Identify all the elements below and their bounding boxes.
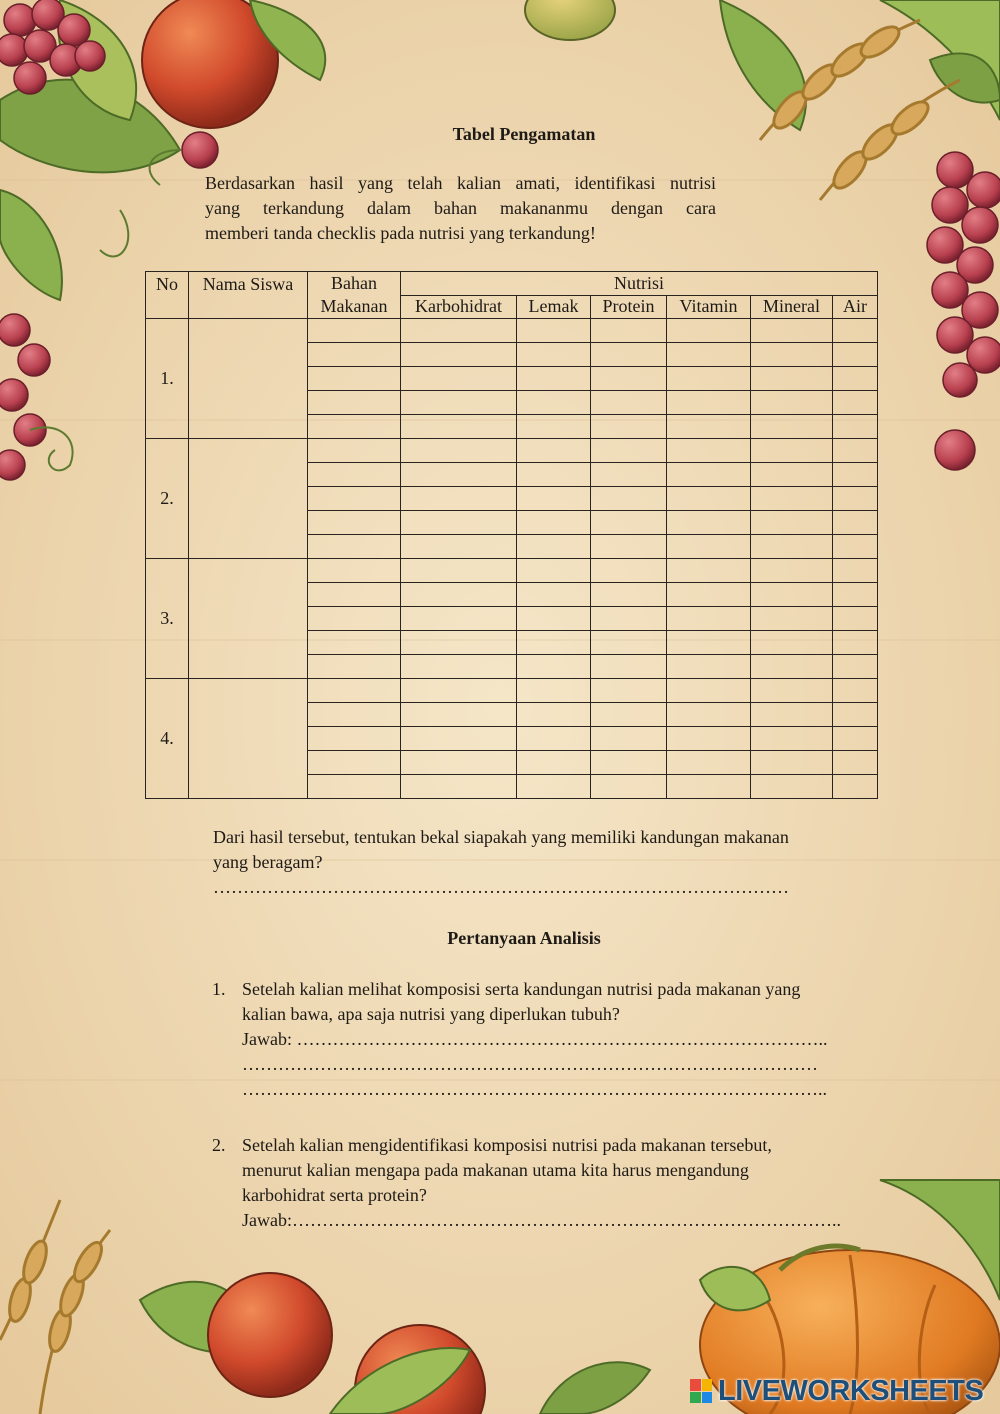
question-line: Setelah kalian mengidentifikasi komposisi nutrisi pada makanan tersebut,	[242, 1135, 772, 1155]
nutrient-check-cell[interactable]	[833, 727, 878, 751]
nutrient-check-cell[interactable]	[517, 487, 591, 511]
nutrient-check-cell[interactable]	[751, 607, 833, 631]
nutrient-check-cell[interactable]	[667, 439, 751, 463]
question-number: 2.	[212, 1135, 226, 1155]
nutrient-check-cell[interactable]	[401, 655, 517, 679]
nutrient-check-cell[interactable]	[667, 463, 751, 487]
nutrient-check-cell[interactable]	[591, 535, 667, 559]
nutrient-check-cell[interactable]	[401, 607, 517, 631]
nutrient-check-cell[interactable]	[833, 319, 878, 343]
nutrient-check-cell[interactable]	[591, 679, 667, 703]
nutrient-check-cell[interactable]	[667, 703, 751, 727]
logo-square	[702, 1379, 713, 1391]
question-line: menurut kalian mengapa pada makanan utama kita harus mengandung	[242, 1160, 749, 1180]
nutrient-check-cell[interactable]	[751, 535, 833, 559]
student-name-cell[interactable]	[189, 559, 308, 679]
nutrient-check-cell[interactable]	[833, 607, 878, 631]
food-cell[interactable]	[308, 535, 401, 559]
nutrient-check-cell[interactable]	[667, 343, 751, 367]
nutrient-check-cell[interactable]	[751, 655, 833, 679]
nutrient-check-cell[interactable]	[667, 775, 751, 799]
answer-line[interactable]: Jawab:………………………………………………………………………………..	[242, 1210, 841, 1230]
question-line: Setelah kalian melihat komposisi serta kandungan nutrisi pada makanan yang	[242, 979, 801, 999]
nutrient-check-cell[interactable]	[833, 391, 878, 415]
nutrient-check-cell[interactable]	[517, 655, 591, 679]
nutrient-check-cell[interactable]	[591, 631, 667, 655]
summary-question-line: yang beragam?	[213, 852, 323, 872]
food-cell[interactable]	[308, 703, 401, 727]
nutrient-check-cell[interactable]	[667, 319, 751, 343]
header-no: No	[146, 272, 189, 319]
nutrient-check-cell[interactable]	[401, 487, 517, 511]
nutrient-check-cell[interactable]	[833, 511, 878, 535]
header-student-name: Nama Siswa	[189, 272, 308, 319]
observation-table	[145, 271, 878, 799]
header-nutrient: Vitamin	[667, 295, 751, 319]
nutrient-check-cell[interactable]	[667, 367, 751, 391]
nutrient-check-cell[interactable]	[667, 727, 751, 751]
nutrient-check-cell[interactable]	[517, 439, 591, 463]
nutrient-check-cell[interactable]	[591, 487, 667, 511]
nutrient-check-cell[interactable]	[751, 583, 833, 607]
nutrient-check-cell[interactable]	[833, 775, 878, 799]
nutrient-check-cell[interactable]	[833, 367, 878, 391]
header-nutrient: Karbohidrat	[401, 295, 517, 319]
nutrient-check-cell[interactable]	[401, 535, 517, 559]
nutrient-check-cell[interactable]	[401, 727, 517, 751]
row-number: 4.	[146, 679, 189, 799]
food-cell[interactable]	[308, 391, 401, 415]
food-cell[interactable]	[308, 655, 401, 679]
table-row	[146, 319, 878, 343]
nutrient-check-cell[interactable]	[667, 391, 751, 415]
row-number: 2.	[146, 439, 189, 559]
food-cell[interactable]	[308, 607, 401, 631]
nutrient-check-cell[interactable]	[751, 727, 833, 751]
nutrient-check-cell[interactable]	[401, 703, 517, 727]
answer-line[interactable]: ……………………………………………………………………………………..	[242, 1079, 827, 1099]
nutrient-check-cell[interactable]	[751, 511, 833, 535]
nutrient-check-cell[interactable]	[401, 583, 517, 607]
food-cell[interactable]	[308, 319, 401, 343]
liveworksheets-logo-icon	[690, 1379, 712, 1403]
nutrient-check-cell[interactable]	[591, 655, 667, 679]
nutrient-check-cell[interactable]	[667, 583, 751, 607]
nutrient-check-cell[interactable]	[591, 607, 667, 631]
instruction-line: yang terkandung dalam bahan makananmu dengan cara	[205, 198, 716, 218]
nutrient-check-cell[interactable]	[517, 679, 591, 703]
nutrient-check-cell[interactable]	[591, 775, 667, 799]
logo-square	[702, 1392, 713, 1404]
nutrient-check-cell[interactable]	[401, 631, 517, 655]
nutrient-check-cell[interactable]	[833, 751, 878, 775]
nutrient-check-cell[interactable]	[833, 559, 878, 583]
header-nutrient: Lemak	[517, 295, 591, 319]
table-row	[146, 559, 878, 583]
header-nutrient: Mineral	[751, 295, 833, 319]
nutrient-check-cell[interactable]	[517, 367, 591, 391]
nutrient-check-cell[interactable]	[401, 319, 517, 343]
nutrient-check-cell[interactable]	[401, 343, 517, 367]
nutrient-check-cell[interactable]	[591, 703, 667, 727]
student-name-cell[interactable]	[189, 319, 308, 439]
nutrient-check-cell[interactable]	[667, 511, 751, 535]
nutrient-check-cell[interactable]	[517, 751, 591, 775]
nutrient-check-cell[interactable]	[517, 319, 591, 343]
nutrient-check-cell[interactable]	[751, 775, 833, 799]
nutrient-check-cell[interactable]	[591, 319, 667, 343]
nutrient-check-cell[interactable]	[517, 463, 591, 487]
nutrient-check-cell[interactable]	[833, 463, 878, 487]
nutrient-check-cell[interactable]	[517, 559, 591, 583]
nutrient-check-cell[interactable]	[401, 751, 517, 775]
nutrient-check-cell[interactable]	[517, 343, 591, 367]
nutrient-check-cell[interactable]	[667, 607, 751, 631]
header-food-line: Makanan	[320, 296, 388, 316]
nutrient-check-cell[interactable]	[591, 583, 667, 607]
nutrient-check-cell[interactable]	[591, 751, 667, 775]
nutrient-check-cell[interactable]	[667, 487, 751, 511]
food-cell[interactable]	[308, 367, 401, 391]
question-line: kalian bawa, apa saja nutrisi yang diperlukan tubuh?	[242, 1004, 620, 1024]
header-nutrition: Nutrisi	[401, 272, 878, 296]
answer-line[interactable]: ……………………………………………………………………………………	[213, 877, 789, 897]
table-row	[146, 439, 878, 463]
row-number: 1.	[146, 319, 189, 439]
liveworksheets-logo	[690, 1376, 983, 1406]
food-cell[interactable]	[308, 751, 401, 775]
nutrient-check-cell[interactable]	[591, 415, 667, 439]
instruction-line: memberi tanda checklis pada nutrisi yang terkandung!	[205, 223, 596, 243]
nutrient-check-cell[interactable]	[751, 439, 833, 463]
nutrient-check-cell[interactable]	[667, 679, 751, 703]
header-food-line: Bahan	[331, 273, 377, 293]
nutrient-check-cell[interactable]	[833, 439, 878, 463]
nutrient-check-cell[interactable]	[517, 583, 591, 607]
nutrient-check-cell[interactable]	[833, 415, 878, 439]
nutrient-check-cell[interactable]	[833, 703, 878, 727]
nutrient-check-cell[interactable]	[751, 703, 833, 727]
instructions	[205, 171, 716, 246]
nutrient-check-cell[interactable]	[401, 559, 517, 583]
nutrient-check-cell[interactable]	[591, 391, 667, 415]
nutrient-check-cell[interactable]	[517, 631, 591, 655]
nutrient-check-cell[interactable]	[667, 655, 751, 679]
question-number: 1.	[212, 979, 226, 999]
logo-square	[690, 1392, 701, 1404]
row-number: 3.	[146, 559, 189, 679]
nutrient-check-cell[interactable]	[751, 343, 833, 367]
header-nutrient: Air	[833, 295, 878, 319]
food-cell[interactable]	[308, 439, 401, 463]
student-name-cell[interactable]	[189, 679, 308, 799]
nutrient-check-cell[interactable]	[591, 439, 667, 463]
question-line: karbohidrat serta protein?	[242, 1185, 427, 1205]
nutrient-check-cell[interactable]	[517, 703, 591, 727]
food-cell[interactable]	[308, 463, 401, 487]
nutrient-check-cell[interactable]	[751, 679, 833, 703]
nutrient-check-cell[interactable]	[401, 367, 517, 391]
food-cell[interactable]	[308, 679, 401, 703]
nutrient-check-cell[interactable]	[401, 391, 517, 415]
summary-question	[213, 825, 878, 900]
nutrient-check-cell[interactable]	[401, 463, 517, 487]
nutrient-check-cell[interactable]	[751, 319, 833, 343]
nutrient-check-cell[interactable]	[591, 367, 667, 391]
food-cell[interactable]	[308, 415, 401, 439]
nutrient-check-cell[interactable]	[751, 751, 833, 775]
nutrient-check-cell[interactable]	[401, 415, 517, 439]
food-cell[interactable]	[308, 343, 401, 367]
table-row	[146, 679, 878, 703]
food-cell[interactable]	[308, 511, 401, 535]
nutrient-check-cell[interactable]	[401, 511, 517, 535]
nutrient-check-cell[interactable]	[667, 559, 751, 583]
nutrient-check-cell[interactable]	[751, 391, 833, 415]
nutrient-check-cell[interactable]	[517, 391, 591, 415]
food-cell[interactable]	[308, 727, 401, 751]
nutrient-check-cell[interactable]	[517, 607, 591, 631]
analysis-title: Pertanyaan Analisis	[447, 928, 601, 948]
food-cell[interactable]	[308, 775, 401, 799]
nutrient-check-cell[interactable]	[667, 631, 751, 655]
nutrient-check-cell[interactable]	[833, 535, 878, 559]
answer-line[interactable]: ……………………………………………………………………………………	[242, 1054, 818, 1074]
nutrient-check-cell[interactable]	[517, 727, 591, 751]
nutrient-check-cell[interactable]	[517, 775, 591, 799]
header-nutrient: Protein	[591, 295, 667, 319]
nutrient-check-cell[interactable]	[751, 559, 833, 583]
summary-question-line: Dari hasil tersebut, tentukan bekal siapakah yang memiliki kandungan makanan	[213, 827, 789, 847]
nutrient-check-cell[interactable]	[401, 679, 517, 703]
nutrient-check-cell[interactable]	[591, 559, 667, 583]
food-cell[interactable]	[308, 559, 401, 583]
nutrient-check-cell[interactable]	[517, 415, 591, 439]
nutrient-check-cell[interactable]	[591, 343, 667, 367]
student-name-cell[interactable]	[189, 439, 308, 559]
food-cell[interactable]	[308, 487, 401, 511]
nutrient-check-cell[interactable]	[591, 727, 667, 751]
nutrient-check-cell[interactable]	[833, 487, 878, 511]
nutrient-check-cell[interactable]	[401, 439, 517, 463]
nutrient-check-cell[interactable]	[751, 487, 833, 511]
nutrient-check-cell[interactable]	[833, 679, 878, 703]
header-food	[308, 272, 401, 319]
food-cell[interactable]	[308, 583, 401, 607]
nutrient-check-cell[interactable]	[751, 415, 833, 439]
food-cell[interactable]	[308, 631, 401, 655]
nutrient-check-cell[interactable]	[591, 511, 667, 535]
nutrient-check-cell[interactable]	[833, 631, 878, 655]
nutrient-check-cell[interactable]	[517, 535, 591, 559]
nutrient-check-cell[interactable]	[667, 415, 751, 439]
nutrient-check-cell[interactable]	[833, 655, 878, 679]
nutrient-check-cell[interactable]	[667, 751, 751, 775]
nutrient-check-cell[interactable]	[751, 631, 833, 655]
logo-square	[690, 1379, 701, 1391]
nutrient-check-cell[interactable]	[517, 511, 591, 535]
liveworksheets-logo-text: LIVEWORKSHEETS	[718, 1374, 984, 1407]
answer-line[interactable]: Jawab: ……………………………………………………………………………..	[242, 1029, 828, 1049]
nutrient-check-cell[interactable]	[751, 463, 833, 487]
nutrient-check-cell[interactable]	[401, 775, 517, 799]
nutrient-check-cell[interactable]	[667, 535, 751, 559]
nutrient-check-cell[interactable]	[833, 583, 878, 607]
table-title: Tabel Pengamatan	[452, 124, 596, 144]
nutrient-check-cell[interactable]	[833, 343, 878, 367]
nutrient-check-cell[interactable]	[591, 463, 667, 487]
nutrient-check-cell[interactable]	[751, 367, 833, 391]
instruction-line: Berdasarkan hasil yang telah kalian amati, identifikasi nutrisi	[205, 173, 716, 193]
